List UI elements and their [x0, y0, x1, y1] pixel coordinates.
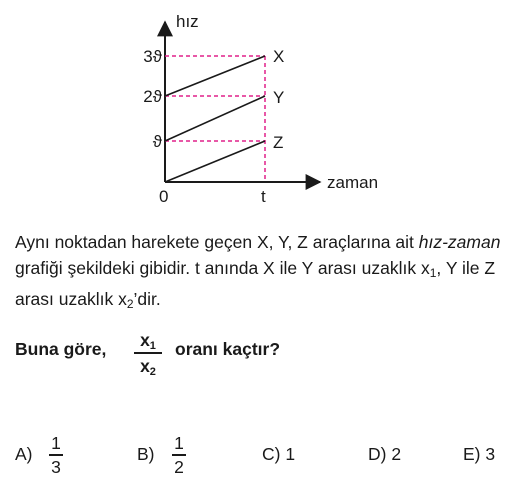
- option-a-label: A): [15, 444, 33, 464]
- series-line-y: [165, 96, 265, 141]
- question: [15, 329, 515, 379]
- problem-text-part-1: Aynı noktadan harekete geçen X, Y, Z araçlarına ait: [15, 232, 419, 252]
- option-e-label: E) 3: [463, 444, 496, 464]
- origin-label: 0: [159, 187, 169, 206]
- option-b-label: B): [137, 444, 155, 464]
- t-label: t: [261, 187, 266, 206]
- problem-text: [15, 229, 515, 317]
- tick-label-v: ϑ: [152, 132, 162, 151]
- problem-text-part-2: grafiği şekildeki gibidir. t anında X ile Y arası uzaklık x: [15, 258, 430, 278]
- problem-text-part-4: ’dir.: [133, 289, 161, 309]
- line-label-y: Y: [273, 88, 285, 107]
- data-lines: [165, 56, 265, 182]
- ratio-fraction: [133, 329, 163, 377]
- answer-options: [15, 433, 515, 483]
- graph-type-term: hız-zaman: [418, 232, 501, 252]
- option-d-label: D) 2: [368, 444, 402, 464]
- fraction-denominator: $x_2$: [140, 356, 156, 378]
- fraction-bar: [134, 352, 162, 354]
- tick-label-3v: 3ϑ: [143, 47, 162, 66]
- option-c-label: C) 1: [262, 444, 296, 464]
- y-axis-label: hız: [176, 12, 199, 31]
- question-suffix: oranı kaçtır?: [175, 339, 281, 359]
- velocity-time-graph: [0, 0, 520, 215]
- x-axis-label: zaman: [327, 173, 379, 192]
- problem-text-part-3: , Y ile Z arası uzaklık x: [15, 258, 496, 309]
- series-line-z: [165, 141, 265, 182]
- x1-subscript: 1: [429, 266, 437, 280]
- x2-subscript: 2: [126, 297, 134, 311]
- question-prefix: Buna göre,: [15, 339, 107, 359]
- line-label-z: Z: [273, 133, 284, 152]
- series-line-x: [165, 56, 265, 96]
- tick-label-2v: 2ϑ: [143, 87, 162, 106]
- option-b-fraction: 1 2: [172, 433, 186, 477]
- option-a-fraction: 1 3: [49, 433, 63, 477]
- line-label-x: X: [273, 47, 285, 66]
- fraction-numerator: $x_1$: [140, 330, 156, 352]
